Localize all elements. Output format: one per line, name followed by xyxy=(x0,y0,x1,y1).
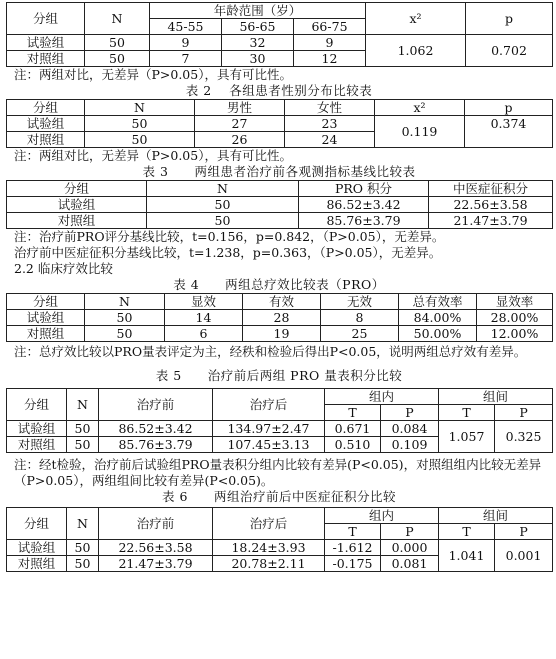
cell-group: 对照组 xyxy=(7,132,85,148)
header-n: N xyxy=(147,181,299,197)
table-3-note-2: 治疗前中医症征积分基线比较，t=1.238，p=0.363，（P>0.05），无差异。 xyxy=(14,245,442,260)
cell-n: 50 xyxy=(85,116,195,132)
cell-effective: 19 xyxy=(243,326,321,342)
table-2-note: 注：两组对比，无差异（P>0.05），具有可比性。 xyxy=(14,148,292,163)
header-within-group: 组内 xyxy=(325,508,439,524)
cell-group: 对照组 xyxy=(7,213,147,229)
cell-after: 134.97±2.47 xyxy=(213,421,325,437)
cell-group: 对照组 xyxy=(7,437,67,453)
cell-within-p: 0.081 xyxy=(381,556,439,572)
header-age-2: 56-65 xyxy=(222,19,294,35)
header-between-t: T xyxy=(439,405,495,421)
cell-after: 20.78±2.11 xyxy=(213,556,325,572)
cell-group: 试验组 xyxy=(7,35,85,51)
header-between-p: P xyxy=(495,524,553,540)
cell-n: 50 xyxy=(85,35,150,51)
cell-age-1: 9 xyxy=(150,35,222,51)
table-4-efficacy xyxy=(6,293,553,342)
cell-group: 对照组 xyxy=(7,326,85,342)
cell-n: 50 xyxy=(85,310,165,326)
cell-before: 22.56±3.58 xyxy=(99,540,213,556)
table-row xyxy=(7,421,553,437)
cell-effective: 28 xyxy=(243,310,321,326)
header-before: 治疗前 xyxy=(99,508,213,540)
cell-group: 对照组 xyxy=(7,556,67,572)
table-2-gender xyxy=(6,99,553,148)
cell-ineffective: 8 xyxy=(321,310,399,326)
cell-before: 21.47±3.79 xyxy=(99,556,213,572)
header-after: 治疗后 xyxy=(213,508,325,540)
cell-group: 试验组 xyxy=(7,540,67,556)
cell-p: 0.702 xyxy=(466,35,553,67)
header-marked-rate: 显效率 xyxy=(477,294,553,310)
cell-tcm-score: 21.47±3.79 xyxy=(429,213,553,229)
header-within-t: T xyxy=(325,405,381,421)
header-age-1: 45-55 xyxy=(150,19,222,35)
cell-male: 27 xyxy=(195,116,285,132)
table-row xyxy=(7,116,553,132)
table-row xyxy=(7,310,553,326)
header-n: N xyxy=(67,389,99,421)
cell-n: 50 xyxy=(67,421,99,437)
cell-within-p: 0.109 xyxy=(381,437,439,453)
cell-total-rate: 84.00% xyxy=(399,310,477,326)
header-tcm-score: 中医症征积分 xyxy=(429,181,553,197)
header-chi-square: x² xyxy=(366,3,466,35)
cell-between-t: 1.057 xyxy=(439,421,495,453)
header-within-group: 组内 xyxy=(325,389,439,405)
header-age-3: 66-75 xyxy=(294,19,366,35)
header-group: 分组 xyxy=(7,294,85,310)
cell-within-t: 0.671 xyxy=(325,421,381,437)
cell-pro-score: 85.76±3.79 xyxy=(299,213,429,229)
cell-within-t: -1.612 xyxy=(325,540,381,556)
header-n: N xyxy=(85,294,165,310)
cell-female: 24 xyxy=(285,132,375,148)
cell-before: 85.76±3.79 xyxy=(99,437,213,453)
table-1-note: 注：两组对比，无差异（P>0.05），具有可比性。 xyxy=(14,67,292,82)
header-male: 男性 xyxy=(195,100,285,116)
table-row xyxy=(7,326,553,342)
header-age-range: 年龄范围（岁） xyxy=(150,3,366,19)
header-pro-score: PRO 积分 xyxy=(299,181,429,197)
header-group: 分组 xyxy=(7,181,147,197)
cell-n: 50 xyxy=(67,540,99,556)
table-2-title: 表 2 各组患者性别分布比较表 xyxy=(185,83,373,98)
header-between-group: 组间 xyxy=(439,389,553,405)
cell-marked: 6 xyxy=(165,326,243,342)
table-4-title: 表 4 两组总疗效比较表（PRO） xyxy=(173,277,385,292)
header-after: 治疗后 xyxy=(213,389,325,421)
section-heading: 2.2 临床疗效比较 xyxy=(14,261,113,276)
cell-within-p: 0.000 xyxy=(381,540,439,556)
table-row xyxy=(7,197,553,213)
table-row xyxy=(7,35,553,51)
table-6-tcm-scores xyxy=(6,507,553,572)
cell-group: 试验组 xyxy=(7,421,67,437)
header-group: 分组 xyxy=(7,508,67,540)
table-row xyxy=(7,213,553,229)
cell-age-1: 7 xyxy=(150,51,222,67)
header-p: p xyxy=(466,3,553,35)
cell-ineffective: 25 xyxy=(321,326,399,342)
cell-within-t: -0.175 xyxy=(325,556,381,572)
header-ineffective: 无效 xyxy=(321,294,399,310)
cell-after: 107.45±3.13 xyxy=(213,437,325,453)
cell-group: 对照组 xyxy=(7,51,85,67)
table-6-title: 表 6 两组治疗前后中医症征积分比较 xyxy=(162,489,396,504)
table-5-pro-scores xyxy=(6,388,553,453)
cell-within-p: 0.084 xyxy=(381,421,439,437)
header-chi-square: x² xyxy=(375,100,465,116)
cell-age-3: 9 xyxy=(294,35,366,51)
header-group: 分组 xyxy=(7,389,67,421)
cell-chi-square: 0.119 xyxy=(375,116,465,148)
cell-between-p: 0.325 xyxy=(495,421,553,453)
table-5-note: 注：经t检验，治疗前后试验组PRO量表积分组内比较有差异(P<0.05)，对照组组内比较无差异（P>0.05），两组组间比较有差异(P<0.05)。 xyxy=(14,457,542,488)
header-total-rate: 总有效率 xyxy=(399,294,477,310)
cell-tcm-score: 22.56±3.58 xyxy=(429,197,553,213)
cell-age-2: 30 xyxy=(222,51,294,67)
header-effective: 有效 xyxy=(243,294,321,310)
cell-p: 0.374 xyxy=(465,116,553,148)
header-group: 分组 xyxy=(7,3,85,35)
cell-female: 23 xyxy=(285,116,375,132)
cell-n: 50 xyxy=(85,132,195,148)
cell-within-t: 0.510 xyxy=(325,437,381,453)
cell-marked-rate: 28.00% xyxy=(477,310,553,326)
header-female: 女性 xyxy=(285,100,375,116)
header-p: p xyxy=(465,100,553,116)
cell-age-3: 12 xyxy=(294,51,366,67)
header-between-p: P xyxy=(495,405,553,421)
cell-total-rate: 50.00% xyxy=(399,326,477,342)
cell-marked-rate: 12.00% xyxy=(477,326,553,342)
header-between-group: 组间 xyxy=(439,508,553,524)
cell-male: 26 xyxy=(195,132,285,148)
table-1-age xyxy=(6,2,553,67)
table-row xyxy=(7,540,553,556)
header-n: N xyxy=(85,100,195,116)
header-within-p: P xyxy=(381,524,439,540)
cell-after: 18.24±3.93 xyxy=(213,540,325,556)
cell-n: 50 xyxy=(67,556,99,572)
header-before: 治疗前 xyxy=(99,389,213,421)
cell-n: 50 xyxy=(147,213,299,229)
header-between-t: T xyxy=(439,524,495,540)
table-3-note-1: 注：治疗前PRO评分基线比较，t=0.156，p=0.842，（P>0.05），无差异。 xyxy=(14,229,445,244)
cell-pro-score: 86.52±3.42 xyxy=(299,197,429,213)
header-n: N xyxy=(67,508,99,540)
table-4-note: 注：总疗效比较以PRO量表评定为主，经秩和检验后得出P<0.05，说明两组总疗效有差异。 xyxy=(14,344,527,359)
cell-n: 50 xyxy=(147,197,299,213)
cell-marked: 14 xyxy=(165,310,243,326)
header-within-t: T xyxy=(325,524,381,540)
cell-group: 试验组 xyxy=(7,197,147,213)
header-marked: 显效 xyxy=(165,294,243,310)
header-within-p: P xyxy=(381,405,439,421)
header-group: 分组 xyxy=(7,100,85,116)
cell-n: 50 xyxy=(67,437,99,453)
cell-chi-square: 1.062 xyxy=(366,35,466,67)
cell-group: 试验组 xyxy=(7,116,85,132)
cell-n: 50 xyxy=(85,326,165,342)
document-page xyxy=(6,0,552,572)
table-3-title: 表 3 两组患者治疗前各观测指标基线比较表 xyxy=(142,164,416,179)
cell-between-t: 1.041 xyxy=(439,540,495,572)
cell-group: 试验组 xyxy=(7,310,85,326)
cell-n: 50 xyxy=(85,51,150,67)
cell-before: 86.52±3.42 xyxy=(99,421,213,437)
cell-age-2: 32 xyxy=(222,35,294,51)
table-5-title: 表 5 治疗前后两组 PRO 量表积分比较 xyxy=(155,368,403,383)
cell-between-p: 0.001 xyxy=(495,540,553,572)
table-3-baseline xyxy=(6,180,553,229)
header-n: N xyxy=(85,3,150,35)
